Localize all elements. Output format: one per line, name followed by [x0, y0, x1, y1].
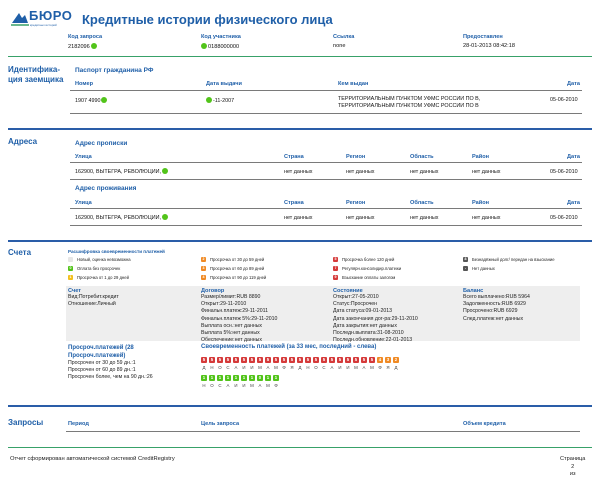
legend-label: Просрочка от 90 до 119 дней — [210, 275, 267, 280]
payment-cell: 5 — [202, 357, 206, 362]
payment-history — [201, 357, 501, 397]
payment-month: О — [218, 365, 222, 370]
state-line: Последн.обновление:22-01-2013 — [333, 337, 413, 344]
contract-line: Обеспечение:нет данных — [201, 337, 262, 344]
legend-swatch: 1 — [69, 275, 72, 279]
col-street: Улица — [75, 154, 92, 160]
legend-swatch: 8 — [464, 257, 467, 261]
col-street: Улица — [75, 200, 92, 206]
payment-cell: 1 — [274, 375, 278, 380]
balance-line: Просрочено:RUB 6929 — [463, 308, 518, 315]
brand-logo — [10, 6, 73, 32]
col-country: Страна — [284, 200, 304, 206]
status-dot-icon — [201, 43, 207, 49]
residence-district: нет данных — [472, 215, 501, 221]
divider — [8, 56, 592, 57]
section-divider — [8, 240, 592, 242]
payment-cell: 5 — [274, 357, 278, 362]
header-value-provided: 28-01-2013 08:42:18 — [463, 43, 515, 49]
payment-cell: 3 — [386, 357, 390, 362]
payment-month: А — [258, 383, 262, 388]
state-line: Открыт:27-05-2010 — [333, 294, 379, 300]
col-period: Период — [68, 421, 89, 427]
payment-cell: 5 — [322, 357, 326, 362]
contract-line: Размер/лимит:RUB 8890 — [201, 294, 261, 300]
payment-month: И — [242, 365, 246, 370]
residence-oblast: нет данных — [410, 215, 439, 221]
divider — [8, 447, 592, 448]
residence-date: 05-06-2010 — [550, 215, 578, 221]
passport-number: 1907 4990 — [75, 97, 107, 104]
col-issuer: Кем выдан — [338, 81, 369, 87]
state-line: Последн.выплата:31-08-2010 — [333, 330, 404, 337]
payment-cell: 5 — [298, 357, 302, 362]
legend-label: Безнадёжный долг/ передан на взыскание — [472, 257, 555, 262]
status-dot-icon — [101, 97, 107, 103]
payment-cell: 5 — [282, 357, 286, 362]
page-number: 2 — [571, 463, 575, 470]
divider — [70, 179, 582, 180]
section-divider — [8, 128, 592, 130]
payment-month: М — [266, 383, 270, 388]
payment-month: И — [346, 365, 350, 370]
overdue-line: Просрочен от 60 до 89 дн.:1 — [68, 367, 136, 374]
payment-cell: 1 — [242, 375, 246, 380]
page-label: Страница — [560, 456, 586, 462]
payment-month: И — [338, 365, 342, 370]
payment-month: И — [250, 365, 254, 370]
section-accounts: Счета — [8, 248, 32, 257]
account-info — [68, 294, 119, 308]
col-number: Номер — [75, 81, 94, 87]
col-oblast: Область — [410, 200, 434, 206]
col-issue-date: Дата выдачи — [206, 81, 242, 87]
contract-line: Финальн.платеж 5%:29-11-2010 — [201, 315, 278, 322]
payment-month: Ф — [282, 365, 286, 370]
payment-cell: 1 — [266, 375, 270, 380]
brand-name: БЮРО — [29, 8, 73, 23]
payment-cell: 0 — [258, 375, 262, 380]
overdue-title: Просроч.платежей (28 Просроч.платежей) — [68, 345, 134, 359]
payment-cell: 1 — [210, 375, 214, 380]
col-district: Район — [472, 154, 490, 160]
payment-cell: 5 — [266, 357, 270, 362]
section-addresses: Адреса — [8, 137, 38, 146]
header-value-link: none — [333, 43, 346, 49]
legend-label: Нет данных — [472, 266, 495, 271]
payment-month: А — [362, 365, 366, 370]
contract-line: Финальн.платеж:29-11-2011 — [201, 308, 269, 315]
residence-country: нет данных — [284, 215, 313, 221]
payment-month: О — [210, 383, 214, 388]
payment-cell: 1 — [234, 375, 238, 380]
payment-month: Н — [210, 365, 214, 370]
payment-month: Я — [290, 365, 294, 370]
registration-oblast: нет данных — [410, 169, 439, 175]
payment-cell: 1 — [218, 375, 222, 380]
legend — [68, 257, 580, 285]
payment-cell: 5 — [258, 357, 262, 362]
payment-cell: 5 — [346, 357, 350, 362]
col-date: Дата — [567, 81, 580, 87]
state-line: Дата закрытия:нет данных — [333, 322, 397, 329]
state-line: Статус:Просрочен — [333, 301, 378, 308]
col-region: Регион — [346, 154, 366, 160]
contract-line: Открыт:29-11-2010 — [201, 301, 247, 308]
legend-label: Оплата без просрочек — [77, 266, 121, 271]
payment-month: М — [274, 365, 278, 370]
payment-cell: 5 — [306, 357, 310, 362]
state-info — [333, 294, 418, 344]
legend-title: Расшифровка своевременности платежей — [68, 249, 165, 254]
header-value-participant: 0188000000 — [201, 43, 239, 50]
section-identification: Идентифика-ция заемщика — [8, 65, 64, 84]
account-relation: Отношение:Личный — [68, 301, 116, 308]
col-region: Регион — [346, 200, 366, 206]
payment-month: Я — [386, 365, 390, 370]
registration-country: нет данных — [284, 169, 313, 175]
col-district: Район — [472, 200, 490, 206]
col-amount: Объем кредита — [463, 421, 506, 427]
timeliness-title: Своевременность платежей (за 33 мес, последний - слева) — [201, 344, 377, 350]
passport-date: 05-06-2010 — [550, 97, 578, 103]
payment-cell: 5 — [314, 357, 318, 362]
payment-cell: 5 — [234, 357, 238, 362]
status-dot-icon — [162, 168, 168, 174]
balance-info — [463, 294, 530, 323]
legend-swatch: 9 — [334, 275, 337, 279]
payment-cell: 5 — [330, 357, 334, 362]
payment-cell: 5 — [370, 357, 374, 362]
payment-cell: 2 — [394, 357, 398, 362]
balance-line: След.платеж:нет данных — [463, 315, 524, 322]
page-indicator — [560, 456, 585, 479]
legend-label: Регулярн.консолидир.платежи — [342, 266, 402, 271]
contract-line: Выплата осн.:нет данных — [201, 322, 263, 329]
payment-cell: 1 — [202, 375, 206, 380]
col-date: Дата — [567, 154, 580, 160]
col-date: Дата — [567, 200, 580, 206]
payment-month: Н — [306, 365, 310, 370]
registration-street: 162900, ВЫТЕГРА, РЕВОЛЮЦИИ, — [75, 168, 168, 175]
col-contract: Договор — [201, 288, 225, 294]
payment-month: М — [370, 365, 374, 370]
payment-cell: 1 — [250, 375, 254, 380]
balance-line: Задолженность:RUB 6929 — [463, 301, 526, 308]
payment-month: И — [242, 383, 246, 388]
payment-cell: 5 — [226, 357, 230, 362]
legend-label: Просрочка более 120 дней — [342, 257, 395, 262]
payment-month: Д — [202, 365, 206, 370]
col-purpose: Цель запроса — [201, 421, 240, 427]
col-country: Страна — [284, 154, 304, 160]
payment-cell: 5 — [290, 357, 294, 362]
divider — [70, 162, 582, 163]
passport-title: Паспорт гражданина РФ — [75, 67, 154, 74]
header-label-link: Ссылка — [333, 34, 355, 40]
payment-month: А — [234, 365, 238, 370]
legend-label: Просрочка от 60 до 89 дней — [210, 266, 265, 271]
col-balance: Баланс — [463, 288, 484, 294]
legend-label: Новый, оценка невозможна — [77, 257, 131, 262]
payment-cell: 1 — [226, 375, 230, 380]
overdue-line: Просрочен более, чем на 90 дн.:26 — [68, 374, 153, 381]
payment-month: М — [250, 383, 254, 388]
col-oblast: Область — [410, 154, 434, 160]
payment-month: С — [218, 383, 222, 388]
legend-label: Взыскание оплаты залогом — [342, 275, 396, 280]
payment-cell: 5 — [338, 357, 342, 362]
payment-cell: 4 — [378, 357, 382, 362]
account-type: Вид:Потребит.кредит — [68, 294, 119, 300]
registration-title: Адрес прописки — [75, 140, 128, 147]
legend-swatch: 2 — [202, 257, 205, 261]
page-of: из — [569, 471, 576, 477]
residence-title: Адрес проживания — [75, 185, 137, 192]
payment-cell: 5 — [242, 357, 246, 362]
divider — [70, 90, 582, 91]
page-title: Кредитные истории физического лица — [82, 12, 333, 27]
passport-issuer-2: ТЕРРИТОРИАЛЬНЫМ ПУНКТОМ УФМС РОССИИ ПО В — [338, 103, 479, 109]
col-account: Счет — [68, 288, 81, 294]
state-line: Дата закончания дог-ра:29-11-2010 — [333, 315, 418, 322]
header-label-participant: Код участника — [201, 34, 241, 40]
legend-swatch: 3 — [202, 266, 205, 270]
payment-month: А — [226, 383, 230, 388]
legend-swatch: - — [464, 266, 467, 270]
payment-cell: 5 — [210, 357, 214, 362]
divider — [66, 431, 580, 432]
payment-month: М — [354, 365, 358, 370]
payment-cell: 5 — [362, 357, 366, 362]
contract-info — [201, 294, 277, 344]
payment-month: Д — [394, 365, 398, 370]
brand-subtitle: кредитных историй — [30, 23, 57, 27]
payment-month: А — [330, 365, 334, 370]
payment-cell: 5 — [354, 357, 358, 362]
legend-swatch: 4 — [202, 275, 205, 279]
registration-date: 05-06-2010 — [550, 169, 578, 175]
state-line: Дата статуса:09-01-2013 — [333, 308, 393, 315]
payment-month: Д — [298, 365, 302, 370]
payment-month: И — [234, 383, 238, 388]
overdue-line: Просрочен от 30 до 59 дн.:1 — [68, 360, 136, 366]
legend-label: Просрочка от 1 до 29 дней — [77, 275, 129, 280]
legend-swatch: 0 — [69, 266, 72, 270]
payment-month: Ф — [378, 365, 382, 370]
passport-issue-date: -11-2007 — [206, 97, 234, 104]
payment-month: О — [314, 365, 318, 370]
status-dot-icon — [162, 214, 168, 220]
residence-region: нет данных — [346, 215, 375, 221]
legend-swatch — [68, 257, 73, 262]
divider — [70, 113, 582, 114]
payment-month: Н — [202, 383, 206, 388]
payment-month: А — [266, 365, 270, 370]
legend-swatch: 5 — [334, 257, 337, 261]
passport-issuer-1: ТЕРРИТОРИАЛЬНЫМ ПУНКТОМ УФМС РОССИИ ПО В, — [338, 96, 481, 102]
residence-street: 162900, ВЫТЕГРА, РЕВОЛЮЦИИ, — [75, 214, 168, 221]
divider — [70, 208, 582, 209]
col-state: Состояние — [333, 288, 363, 294]
section-divider — [8, 405, 592, 407]
divider — [70, 225, 582, 226]
legend-swatch: 7 — [334, 266, 337, 270]
registration-district: нет данных — [472, 169, 501, 175]
payment-month: С — [322, 365, 326, 370]
payment-month: С — [226, 365, 230, 370]
overdue-list — [68, 360, 153, 382]
payment-cell: 5 — [250, 357, 254, 362]
balance-line: Всего выплачено:RUB 5964 — [463, 294, 530, 300]
header-label-provided: Предоставлен — [463, 34, 503, 40]
section-requests: Запросы — [8, 418, 44, 427]
header-value-request: 2182096 — [68, 43, 97, 50]
footer-note: Отчет сформирован автоматической системой CreditRegistry — [10, 456, 175, 462]
registration-region: нет данных — [346, 169, 375, 175]
status-dot-icon — [91, 43, 97, 49]
status-dot-icon — [206, 97, 212, 103]
payment-month: Ф — [274, 383, 278, 388]
legend-label: Просрочка от 30 до 59 дней — [210, 257, 265, 262]
payment-month: М — [258, 365, 262, 370]
header-label-request: Код запроса — [68, 34, 103, 40]
payment-cell: 5 — [218, 357, 222, 362]
contract-line: Выплата 5%:нет данных — [201, 330, 260, 337]
brand-logo-icon — [10, 9, 30, 27]
